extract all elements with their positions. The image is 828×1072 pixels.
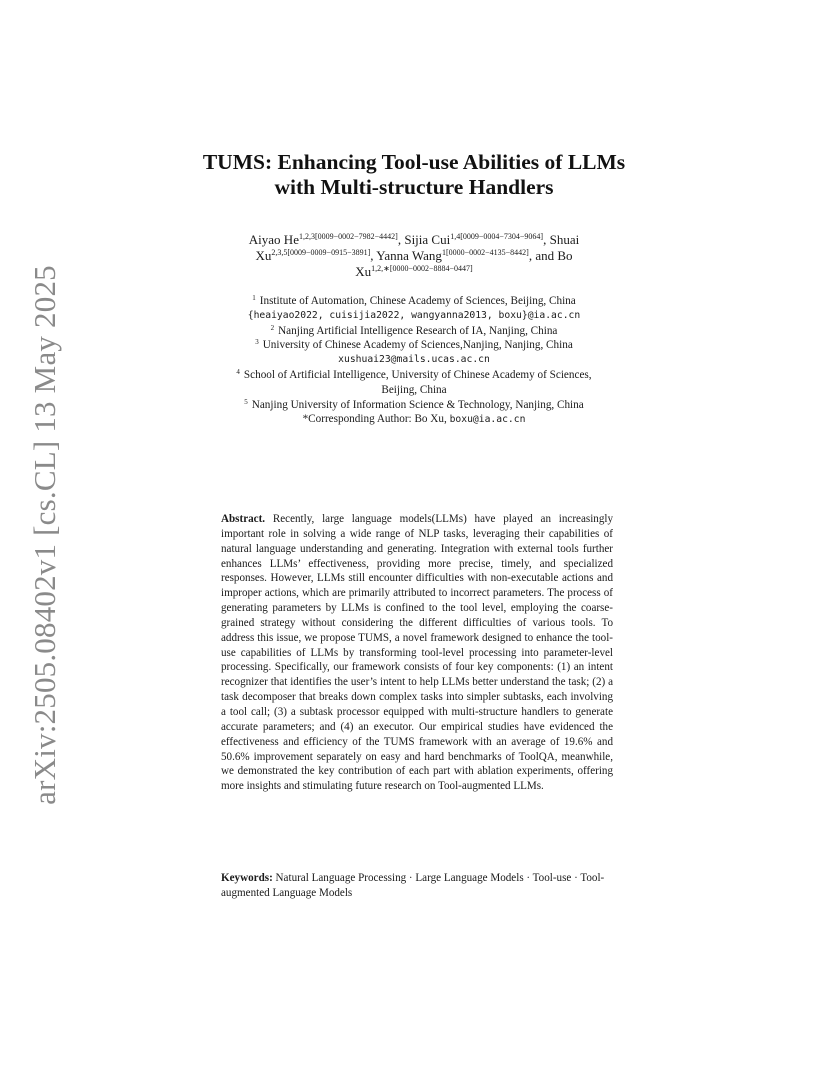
affiliation-number: 2 bbox=[270, 323, 275, 332]
author-name: Yanna Wang bbox=[376, 248, 442, 263]
paper-title bbox=[150, 150, 678, 200]
arxiv-watermark bbox=[23, 265, 67, 805]
affiliations bbox=[190, 294, 638, 428]
author-affil-orcid: 1,2,∗[0000−0002−8884−0447] bbox=[371, 264, 473, 273]
corresponding-author-label: *Corresponding Author: Bo Xu, bbox=[302, 413, 450, 426]
affiliation-text: Nanjing University of Information Science & Technology, Nanjing, China bbox=[251, 398, 584, 411]
affiliation-text: School of Artificial Intelligence, University of Chinese Academy of Sciences, bbox=[243, 368, 592, 381]
keywords bbox=[221, 871, 613, 901]
title-line-1: TUMS: Enhancing Tool-use Abilities of LLMs bbox=[202, 150, 626, 174]
author-name: Shuai Xu bbox=[255, 232, 580, 263]
affiliation-4-continued: Beijing, China bbox=[381, 383, 447, 396]
author-affil-orcid: 1,2,3[0009−0002−7982−4442] bbox=[298, 232, 398, 241]
arxiv-id-text: arXiv:2505.08402v1 [cs.CL] 13 May 2025 bbox=[27, 265, 63, 805]
affiliation-1-email: {heaiyao2022, cuisijia2022, wangyanna2013, boxu}@ia.ac.cn bbox=[247, 309, 581, 321]
author-affil-orcid: 1[0000−0002−4135−8442] bbox=[441, 248, 529, 257]
affiliation-5 bbox=[190, 398, 638, 413]
affiliation-2 bbox=[190, 324, 638, 339]
abstract bbox=[221, 512, 613, 794]
affiliation-3-email: xushuai23@mails.ucas.ac.cn bbox=[338, 354, 490, 366]
author-separator: , bbox=[543, 232, 550, 247]
author-affil-orcid: 2,3,5[0009−0009−0915−3891] bbox=[271, 248, 371, 257]
author-separator: , bbox=[397, 232, 405, 247]
affiliation-number: 3 bbox=[255, 338, 259, 347]
author-name: Bo Xu bbox=[355, 248, 573, 279]
title-line-2: with Multi-structure Handlers bbox=[274, 175, 554, 199]
author-separator: , bbox=[370, 248, 377, 263]
corresponding-author-email: boxu@ia.ac.cn bbox=[449, 414, 526, 426]
affiliation-number: 4 bbox=[236, 367, 240, 376]
affiliation-1 bbox=[190, 294, 638, 309]
affiliation-number: 1 bbox=[252, 294, 256, 302]
keywords-text: Natural Language Processing · Large Language Models · Tool-use · Tool-augmented Language Models bbox=[221, 872, 605, 899]
abstract-label: Abstract. bbox=[221, 513, 266, 525]
author-name: Sijia Cui bbox=[404, 232, 451, 247]
affiliation-number: 5 bbox=[244, 397, 248, 406]
affiliation-text: University of Chinese Academy of Sciences,Nanjing, Nanjing, China bbox=[262, 339, 573, 352]
abstract-text: Recently, large language models(LLMs) have played an increasingly important role in solving a wide range of NLP tasks, leveraging their capabilities of natural language understanding and generating. Integration with external tools further enhances LLMs’ effectiveness, providing more precise, timely, and specialized responses. However, LLMs still encounter difficulties with non-executable actions and improper actions, which are primarily attributed to incorrect parameters. The process of generating parameters by LLMs is confined to the tool level, employing the coarse-grained strategy without considering the different difficulties of various tools. To address this issue, we propose TUMS, a novel framework designed to enhance the tool-use capabilities of LLMs by transforming tool-level processing into parameter-level processing. Specifically, our framework consists of four key components: (1) an intent recognizer that identifies the user’s intent to help LLMs better understand the task; (2) a task decomposer that breaks down complex tasks into simpler subtasks, each involving a tool call; (3) a subtask processor equipped with multi-structure handlers to generate accurate parameters; and (4) an executor. Our empirical studies have evidenced the effectiveness and efficiency of the TUMS framework with an average of 19.6% and 50.6% improvement separately on easy and hard benchmarks of ToolQA, meanwhile, we demonstrated the key contribution of each part with ablation experiments, offering more insights and stimulating future research on Tool-augmented LLMs. bbox=[221, 513, 613, 793]
author-separator: , and bbox=[528, 248, 558, 263]
author-list bbox=[196, 232, 632, 280]
author-name: Aiyao He bbox=[248, 232, 299, 247]
affiliation-text: Institute of Automation, Chinese Academy of Sciences, Beijing, China bbox=[259, 295, 576, 307]
keywords-label: Keywords: bbox=[221, 872, 273, 884]
author-affil-orcid: 1,4[0009−0004−7304−9064] bbox=[450, 232, 544, 241]
corresponding-author bbox=[190, 412, 638, 428]
affiliation-3 bbox=[190, 338, 638, 353]
affiliation-text: Nanjing Artificial Intelligence Research of IA, Nanjing, China bbox=[278, 324, 558, 337]
affiliation-4 bbox=[190, 368, 638, 383]
